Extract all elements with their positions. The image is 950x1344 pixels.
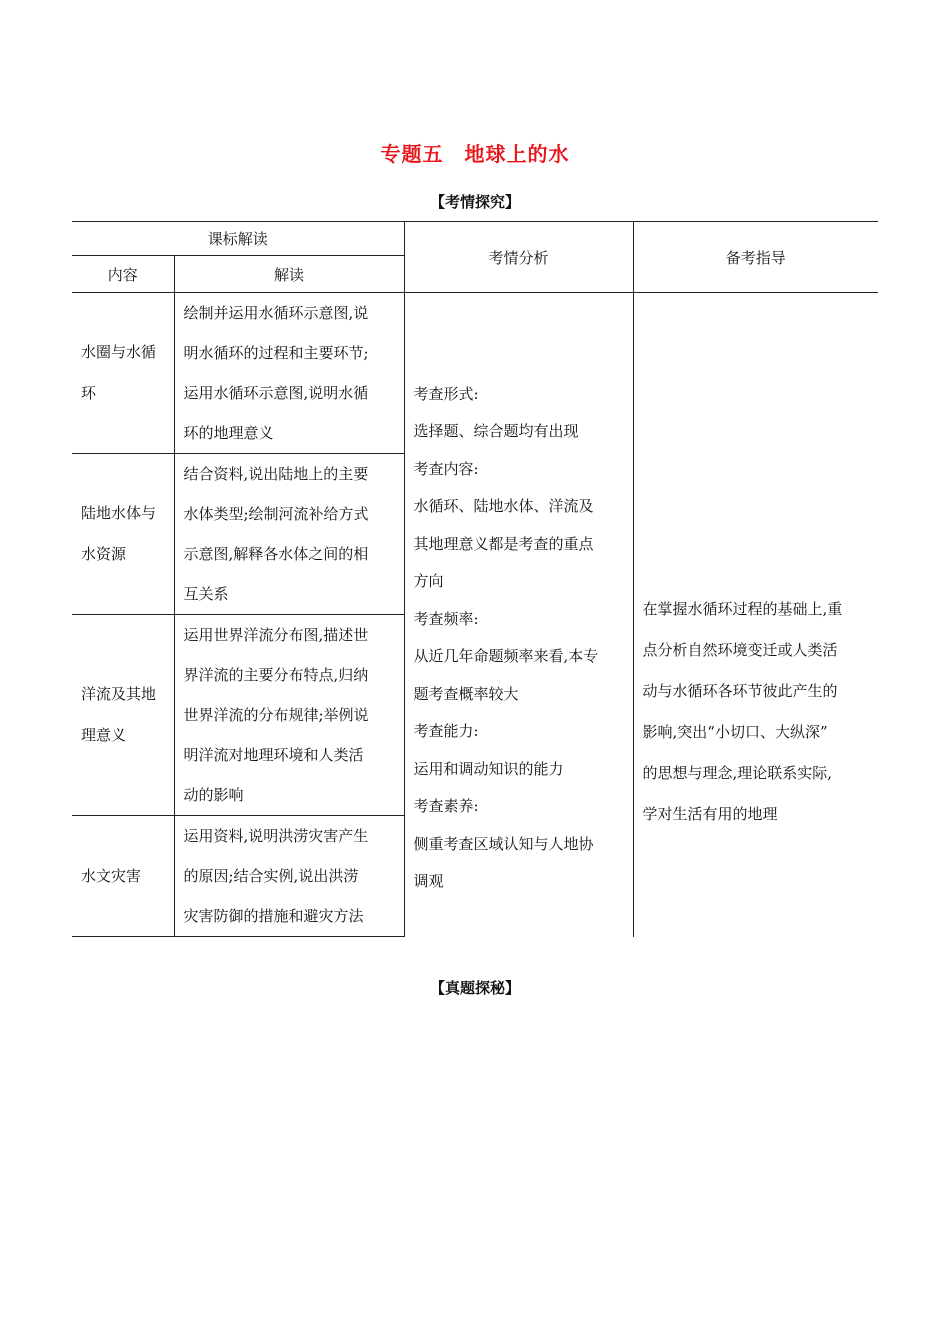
table-row-interpretation: 绘制并运用水循环示意图,说 明水循环的过程和主要环节; 运用水循环示意图,说明水循 环的地理意义	[174, 293, 404, 454]
table-row-interpretation: 运用资料,说明洪涝灾害产生 的原因;结合实例,说出洪涝 灾害防御的措施和避灾方法	[174, 816, 404, 937]
section-heading-real-questions: 【真题探秘】	[429, 979, 520, 997]
table-row-content: 洋流及其地 理意义	[72, 615, 174, 816]
page-title: 专题五 地球上的水	[380, 142, 570, 166]
header-content: 内容	[72, 256, 174, 293]
exam-analysis-cell: 考查形式: 选择题、综合题均有出现 考查内容: 水循环、陆地水体、洋流及 其地理意义都是考查的重点 方向 考查频率: 从近几年命题频率来看,本专 题考查概率较大 考查能力: 运用和调动知识的能力 考查素养: 侧重考查区域认知与人地协 调观	[404, 293, 633, 937]
header-interpretation: 解读	[174, 256, 404, 293]
preparation-guide-cell: 在掌握水循环过程的基础上,重 点分析自然环境变迁或人类活 动与水循环各环节彼此产生的 影响,突出“小切口、大纵深” 的思想与理念,理论联系实际, 学对生活有用的地理	[633, 293, 878, 937]
exam-analysis-table	[72, 221, 878, 937]
table-row-interpretation: 运用世界洋流分布图,描述世 界洋流的主要分布特点,归纳 世界洋流的分布规律;举例说 明洋流对地理环境和人类活 动的影响	[174, 615, 404, 816]
table-row-content: 水文灾害	[72, 816, 174, 937]
header-preparation-guide: 备考指导	[633, 222, 878, 293]
table-row-interpretation: 结合资料,说出陆地上的主要 水体类型;绘制河流补给方式 示意图,解释各水体之间的相 互关系	[174, 454, 404, 615]
table-row-content: 陆地水体与 水资源	[72, 454, 174, 615]
section-heading-exam-analysis: 【考情探究】	[429, 193, 520, 211]
header-exam-analysis: 考情分析	[404, 222, 633, 293]
header-curriculum-interpretation: 课标解读	[72, 222, 404, 256]
table-row-content: 水圈与水循 环	[72, 293, 174, 454]
